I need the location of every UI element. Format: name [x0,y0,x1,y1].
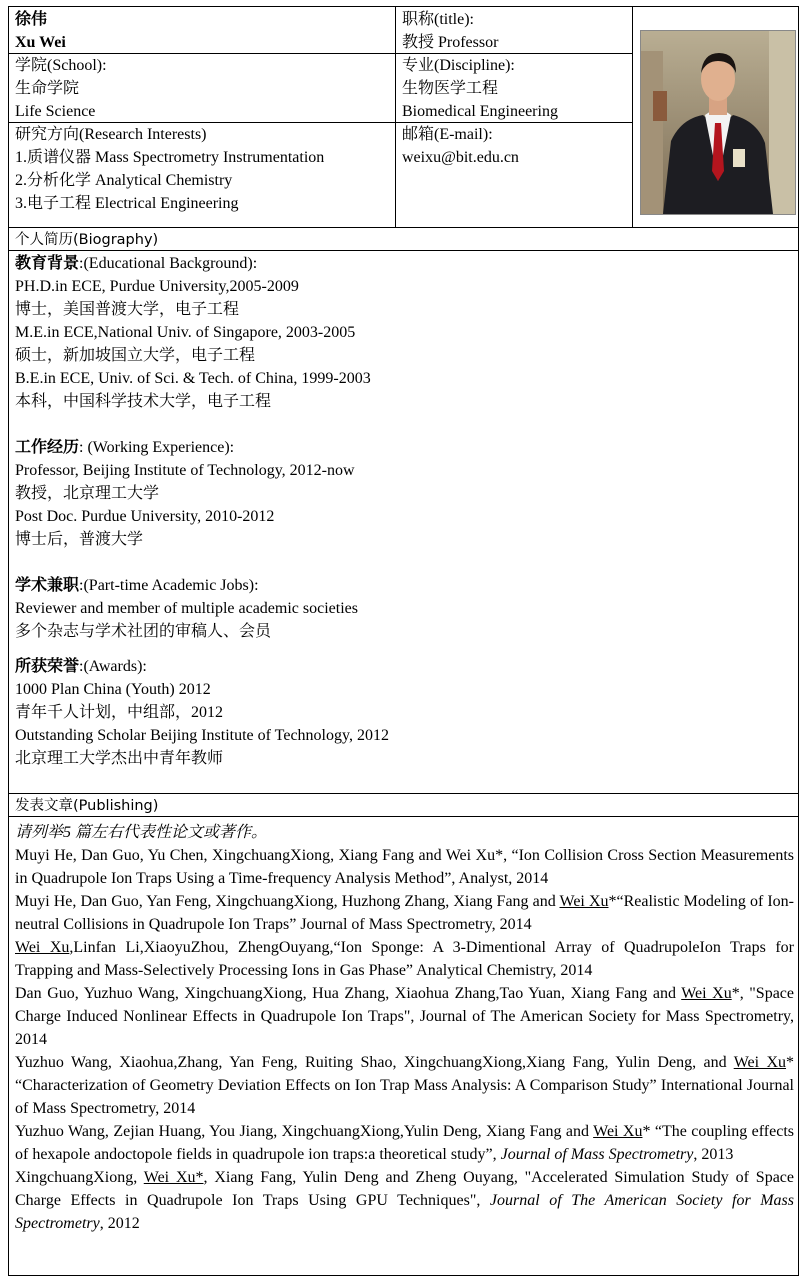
publication-item [15,1120,794,1166]
parttime-line: 多个杂志与学术社团的审稿人、会员 [15,623,272,640]
pub-text: ,Linfan Li,XiaoyuZhou, ZhengOuyang,“Ion Sponge: A 3-Dimentional Array of QuadrupoleIon Traps for Trapping and Mass-Selectively Processing Ions in Gas Phase” Analytical Chemistry, 2014 [15,939,794,979]
publication-item [15,936,794,982]
pub-text: Yuzhuo Wang, Xiaohua,Zhang, Yan Feng, Ruiting Shao, XingchuangXiong,Xiang Fang, Yulin Deng, and [15,1054,734,1071]
name-en: Xu Wei [15,34,66,51]
education-line: 硕士，新加坡国立大学，电子工程 [15,347,256,364]
pub-author-highlight: Wei Xu [559,893,609,910]
parttime-label-en: :(Part-time Academic Jobs): [79,577,259,594]
publication-item [15,844,794,890]
work-line: Professor, Beijing Institute of Technology, 2012-now [15,462,355,479]
work-label-en: : (Working Experience): [79,439,235,456]
pub-text: * “The coupling effects of hexapole andoctopole fields in quadrupole ion traps:a theoretical study”, [15,1123,795,1163]
pub-author-highlight: Wei Xu* [143,1169,204,1186]
portrait-image [641,31,795,214]
school-cn: 生命学院 [15,80,80,97]
name-cn: 徐伟 [15,11,48,28]
name-cell [15,8,66,54]
email-label: 邮箱(E-mail): [402,126,493,143]
education-line: 博士，美国普渡大学，电子工程 [15,301,240,318]
row-divider [9,793,798,794]
pub-text: Yuzhuo Wang, Zejian Huang, You Jiang, XingchuangXiong,Yulin Deng, Xiang Fang and [15,1123,594,1140]
pub-text: XingchuangXiong, [15,1169,144,1186]
education-label-cn: 教育背景 [15,255,80,272]
work-line: 博士后，普渡大学 [15,531,144,548]
publishing-note: 请列举5 篇左右代表性论文或著作。 [15,824,268,841]
research-label: 研究方向(Research Interests) [15,126,207,143]
work-label-cn: 工作经历 [15,439,80,456]
publication-item [15,890,794,936]
pub-text: *“Realistic Modeling of Ion-neutral Collisions in Quadrupole Ion Traps” Journal of Mass Spectrometry, 2014 [15,893,794,933]
pub-author-highlight: Wei Xu [733,1054,787,1071]
awards-line: Outstanding Scholar Beijing Institute of Technology, 2012 [15,727,389,744]
pub-journal: Journal of The American Society for Mass Spectrometry [15,1192,795,1232]
awards-line: 1000 Plan China (Youth) 2012 [15,681,211,698]
column-divider [395,7,396,227]
pub-text: Muyi He, Dan Guo, Yu Chen, XingchuangXiong, Xiang Fang and Wei Xu*, “Ion Collision Cross Section Measurements in Quadrupole Ion Traps Using a Time-frequency Analysis Method”, Analyst, 2014 [15,847,794,887]
spacer [15,413,389,436]
parttime-heading [15,574,389,597]
work-heading [15,436,389,459]
awards-label-en: :(Awards): [79,658,147,675]
pub-text: Dan Guo, Yuzhuo Wang, XingchuangXiong, Hua Zhang, Xiaohua Zhang,Tao Yuan, Xiang Fang and [15,985,682,1002]
research-item: 1.质谱仪器 Mass Spectrometry Instrumentation [15,149,325,166]
pub-journal: Journal of Mass Spectrometry [500,1146,694,1163]
row-divider [9,227,798,228]
education-line: PH.D.in ECE, Purdue University,2005-2009 [15,278,299,295]
title-label: 职称(title): [402,11,474,28]
title-cell [402,8,498,54]
biography-header: 个人简历(Biography) [15,232,159,248]
biography-body [15,252,389,770]
research-item: 2.分析化学 Analytical Chemistry [15,172,233,189]
pub-author-highlight: Wei Xu [681,985,732,1002]
publication-item [15,1166,794,1235]
awards-line: 青年千人计划，中组部，2012 [15,704,224,721]
column-divider [632,7,633,227]
pub-author-highlight: Wei Xu [593,1123,643,1140]
education-line: 本科，中国科学技术大学，电子工程 [15,393,272,410]
education-line: M.E.in ECE,National Univ. of Singapore, 2003-2005 [15,324,356,341]
pub-text: Muyi He, Dan Guo, Yan Feng, XingchuangXiong, Huzhong Zhang, Xiang Fang and [15,893,560,910]
school-label: 学院(School): [15,57,107,74]
awards-label-cn: 所获荣誉 [15,658,80,675]
education-line: B.E.in ECE, Univ. of Sci. & Tech. of China, 1999-2003 [15,370,371,387]
pub-author-highlight: Wei Xu [15,939,70,956]
work-line: Post Doc. Purdue University, 2010-2012 [15,508,275,525]
education-heading [15,252,389,275]
discipline-cn: 生物医学工程 [402,80,499,97]
school-cell [15,54,107,123]
education-label-en: :(Educational Background): [79,255,258,272]
work-line: 教授，北京理工大学 [15,485,160,502]
spacer [15,643,389,655]
email-address[interactable]: weixu@bit.edu.cn [402,149,519,166]
research-cell [15,123,324,215]
awards-line: 北京理工大学杰出中青年教师 [15,750,224,767]
awards-heading [15,655,389,678]
publication-list [15,821,794,1235]
parttime-label-cn: 学术兼职 [15,577,80,594]
pub-text: , Xiang Fang, Yulin Deng and Zheng Ouyang, "Accelerated Simulation Study of Space Charge Effects in Quadrupole Ion Traps Using GPU Techniques", [15,1169,795,1209]
publishing-header: 发表文章(Publishing) [15,798,159,814]
profile-photo [640,30,796,215]
research-item: 3.电子工程 Electrical Engineering [15,195,239,212]
pub-text: , 2013 [693,1146,734,1163]
discipline-cell [402,54,558,123]
discipline-label: 专业(Discipline): [402,57,515,74]
email-cell [402,123,519,169]
pub-text: * “Characterization of Geometry Deviation Effects on Ion Trap Mass Analysis: A Comparison Study” International Journal of Mass Spectrometry, 2014 [15,1054,795,1117]
discipline-en: Biomedical Engineering [402,103,558,120]
publication-item [15,982,794,1051]
pub-text: *, "Space Charge Induced Nonlinear Effects in Quadrupole Ion Traps", Journal of The American Society for Mass Spectrometry, 2014 [15,985,794,1048]
pub-text: , 2012 [99,1215,140,1232]
title-value: 教授 Professor [402,34,499,51]
publication-item [15,1051,794,1120]
parttime-line: Reviewer and member of multiple academic societies [15,600,358,617]
school-en: Life Science [15,103,96,120]
spacer [15,551,389,574]
cv-table [8,6,799,1276]
